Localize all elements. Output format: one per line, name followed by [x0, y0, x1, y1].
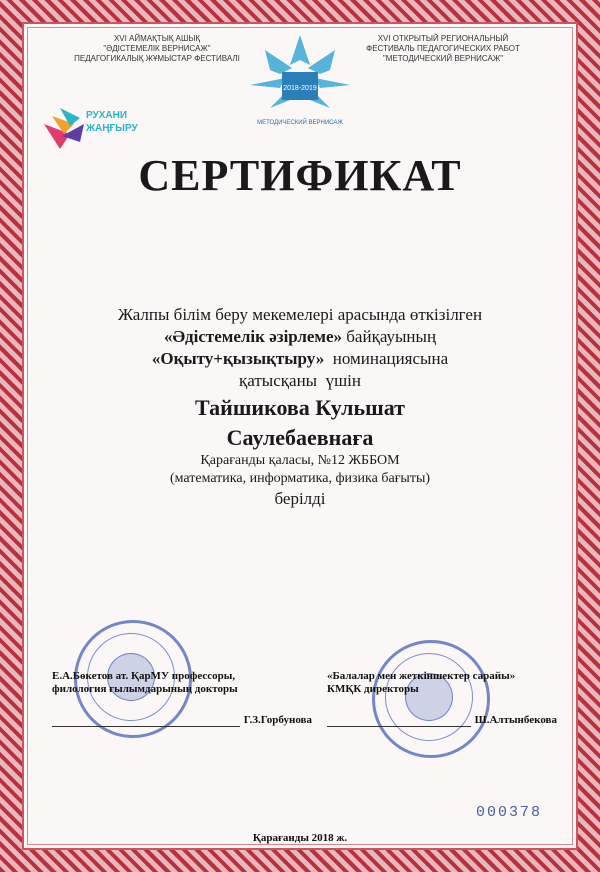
contest-name: «Әдістемелік әзірлеме»: [163, 327, 343, 346]
certificate-body: [42, 304, 558, 510]
header-right-line: "МЕТОДИЧЕСКИЙ ВЕРНИСАЖ": [382, 54, 504, 63]
left-signer-title-1: Е.А.Бөкетов ат. ҚарМУ профессоры,: [52, 670, 236, 682]
logo-caption: МЕТОДИЧЕСКИЙ ВЕРНИСАЖ: [257, 120, 343, 126]
left-signer-title-2: филология ғылымдарының докторы: [52, 683, 238, 695]
body-line-2-rest: байқауының: [342, 327, 437, 346]
methodical-vernissage-logo: [240, 30, 360, 130]
left-signer-name: Г.З.Горбунова: [243, 714, 312, 726]
recipient-org: Қарағанды қаласы, №12 ЖББОМ: [200, 453, 400, 468]
recipient-name-1: Тайшикова Кульшат: [195, 395, 405, 420]
right-signer-title-1: «Балалар мен жеткіншектер сарайы»: [327, 670, 516, 682]
certificate-inner: [22, 22, 578, 850]
recipient-subjects: (математика, информатика, физика бағыты): [169, 471, 431, 486]
left-signature-rule: [52, 725, 240, 727]
right-signature-block: [327, 670, 557, 727]
header-right-line: ФЕСТИВАЛЬ ПЕДАГОГИЧЕСКИХ РАБОТ: [366, 44, 520, 53]
nomination-name: «Оқыту+қызықтыру»: [151, 349, 325, 368]
left-signature-block: [52, 670, 312, 727]
body-line-2: [42, 326, 558, 348]
rukhani-line2: ЖАҢҒЫРУ: [86, 123, 138, 134]
right-signer-title-2: КМҚК директоры: [327, 683, 419, 695]
rukhani-line1: РУХАНИ: [86, 110, 128, 121]
recipient-name-2: Саулебаевнаға: [226, 425, 374, 450]
serial-number: 000378: [475, 804, 542, 821]
body-line-3: [42, 348, 558, 370]
footer-place-date: Қарағанды 2018 ж.: [252, 832, 348, 844]
logo-years: 2018-2019: [283, 85, 317, 92]
header-left-line: "ӘДІСТЕМЕЛІК ВЕРНИСАЖ": [103, 44, 211, 53]
body-line-3-rest: номинациясына: [324, 349, 449, 368]
right-signature-rule: [327, 725, 471, 727]
header-right-line: XVI ОТКРЫТЫЙ РЕГИОНАЛЬНЫЙ: [377, 34, 509, 43]
certificate-title: СЕРТИФИКАТ: [138, 151, 462, 200]
rukhani-zhangyru-logo: [40, 94, 150, 154]
header-left: [62, 34, 252, 64]
body-given: берілді: [274, 489, 326, 508]
body-line-4: қатысқаны үшін: [239, 371, 361, 390]
body-line-1: Жалпы білім беру мекемелері арасында өткізілген: [117, 305, 483, 324]
right-signature-line: [327, 714, 557, 727]
header-left-line: XVI АЙМАҚТЫҚ АШЫҚ: [113, 34, 201, 43]
right-signer-name: Ш.Алтынбекова: [474, 714, 557, 726]
header-right: [348, 34, 538, 64]
header-left-line: ПЕДАГОГИКАЛЫҚ ЖҰМЫСТАР ФЕСТИВАЛІ: [74, 54, 240, 63]
left-signature-line: [52, 714, 312, 727]
